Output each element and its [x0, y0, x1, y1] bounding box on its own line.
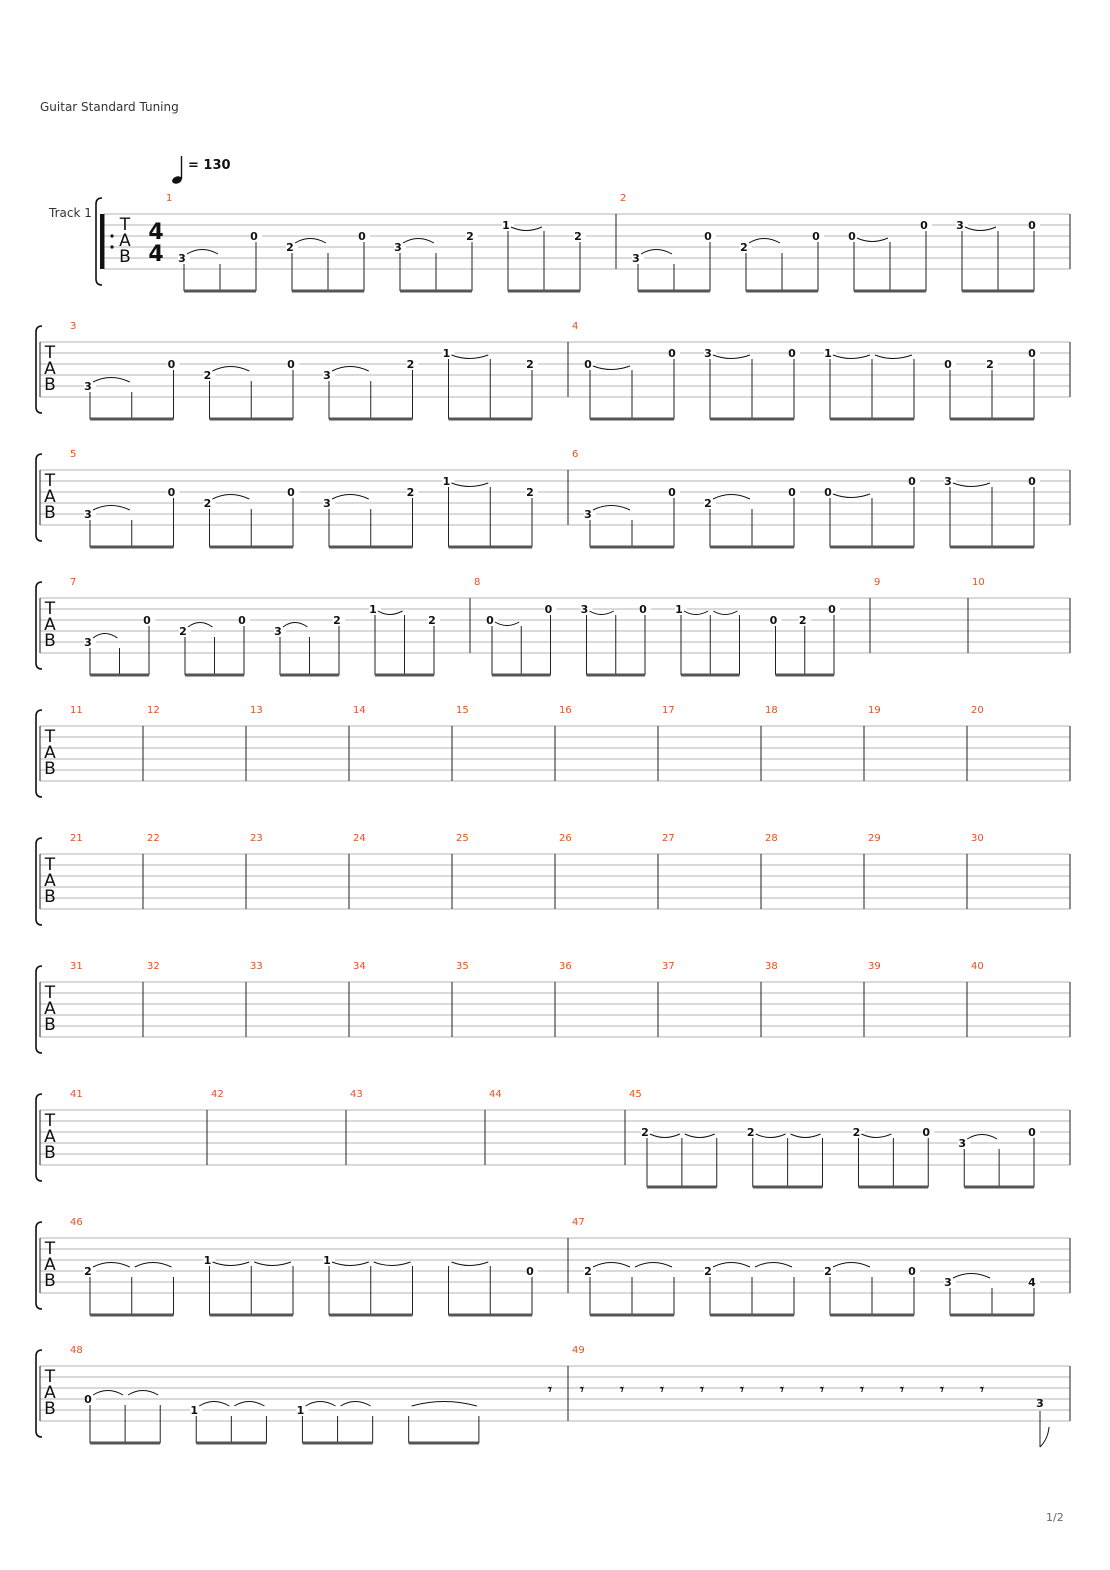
fret-number: 2 — [740, 241, 748, 254]
eighth-rest-icon: 𝄾 — [548, 1382, 552, 1398]
measure-number: 18 — [765, 705, 778, 716]
tie-arc — [452, 483, 489, 487]
fret-number: 2 — [641, 1126, 649, 1139]
tuning-label: Guitar Standard Tuning — [40, 100, 179, 114]
tempo-marking: = 130 — [188, 158, 231, 173]
measure-number: 32 — [147, 961, 160, 972]
fret-number: 2 — [286, 241, 294, 254]
measure-number: 49 — [572, 1345, 585, 1356]
measure-number: 17 — [662, 705, 675, 716]
fret-number: 0 — [486, 614, 494, 627]
measure-number: 40 — [971, 961, 984, 972]
tie-arc — [412, 1402, 477, 1407]
fret-number: 3 — [1036, 1397, 1044, 1410]
system-bracket — [36, 454, 42, 541]
measure-number: 41 — [70, 1089, 83, 1100]
fret-number: 0 — [287, 358, 295, 371]
tab-clef-letter: A — [44, 359, 56, 379]
fret-number: 0 — [584, 358, 592, 371]
tie-arc — [650, 1134, 680, 1138]
tie-arc — [188, 623, 213, 628]
fret-number: 0 — [668, 486, 676, 499]
measure-number: 10 — [972, 577, 985, 588]
fret-number: 0 — [704, 230, 712, 243]
fret-number: 0 — [788, 347, 796, 360]
eighth-rest-icon: 𝄾 — [820, 1382, 824, 1398]
tie-arc — [93, 1391, 123, 1396]
fret-number: 1 — [323, 1254, 331, 1267]
fret-number: 0 — [1028, 1126, 1036, 1139]
fret-number: 2 — [824, 1265, 832, 1278]
tie-arc — [749, 239, 780, 244]
track-name: Track 1 — [49, 206, 92, 220]
measure-number: 1 — [166, 193, 173, 204]
tie-arc — [833, 494, 870, 498]
eighth-rest-icon: 𝄾 — [620, 1382, 624, 1398]
fret-number: 0 — [788, 486, 796, 499]
tie-arc — [93, 634, 118, 639]
tie-arc — [635, 1263, 672, 1268]
fret-number: 3 — [632, 252, 640, 265]
fret-number: 3 — [944, 475, 952, 488]
repeat-dot — [110, 234, 113, 237]
tie-arc — [641, 250, 672, 255]
measure-number: 8 — [474, 577, 481, 588]
tie-arc — [332, 367, 369, 372]
fret-number: 1 — [442, 475, 451, 488]
measure-number: 46 — [70, 1217, 83, 1228]
tab-clef-letter: A — [44, 743, 56, 763]
fret-number: 0 — [812, 230, 820, 243]
fret-number: 2 — [203, 497, 212, 510]
tie-arc — [593, 1263, 630, 1268]
measure-number: 4 — [572, 321, 579, 332]
measure-number: 30 — [971, 833, 984, 844]
tie-arc — [684, 611, 708, 615]
tab-clef-letter: A — [44, 615, 56, 635]
fret-number: 0 — [639, 603, 647, 616]
fret-number: 2 — [428, 614, 436, 627]
fret-number: 3 — [584, 508, 592, 521]
measure-number: 37 — [662, 961, 675, 972]
fret-number: 1 — [824, 347, 832, 360]
tab-clef-letter: T — [44, 1111, 56, 1131]
fret-number: 3 — [323, 369, 331, 382]
tab-clef-letter: B — [44, 1015, 56, 1035]
measure-number: 9 — [874, 577, 881, 588]
fret-number: 2 — [704, 497, 712, 510]
measure-number: 42 — [211, 1089, 224, 1100]
tie-arc — [833, 355, 870, 359]
fret-number: 1 — [675, 603, 683, 616]
tab-clef-letter: T — [44, 471, 56, 491]
tie-arc — [305, 1402, 335, 1407]
fret-number: 0 — [828, 603, 836, 616]
fret-number: 0 — [920, 219, 928, 232]
tie-arc — [590, 611, 614, 615]
fret-number: 2 — [406, 486, 415, 499]
tab-clef-letter: A — [44, 1383, 56, 1403]
fret-number: 0 — [848, 230, 856, 243]
measure-number: 12 — [147, 705, 160, 716]
tie-arc — [128, 1391, 158, 1396]
system-bracket — [36, 838, 42, 925]
measure-number: 11 — [70, 705, 83, 716]
fret-number: 2 — [584, 1265, 592, 1278]
tie-arc — [213, 367, 250, 372]
measure-number: 2 — [620, 193, 627, 204]
measure-number: 34 — [353, 961, 366, 972]
tie-arc — [341, 1402, 371, 1407]
system-bracket — [36, 582, 42, 669]
measure-number: 6 — [572, 449, 579, 460]
tie-arc — [93, 1263, 130, 1268]
fret-number: 2 — [704, 1265, 712, 1278]
system-bracket — [36, 326, 42, 413]
fret-number: 1 — [442, 347, 451, 360]
measure-number: 21 — [70, 833, 83, 844]
fret-number: 0 — [769, 614, 778, 627]
fret-number: 0 — [544, 603, 553, 616]
tab-clef-letter: A — [44, 1127, 56, 1147]
tab-clef-letter: B — [44, 375, 56, 395]
fret-number: 3 — [958, 1137, 967, 1150]
tie-arc — [234, 1402, 264, 1407]
fret-number: 1 — [369, 603, 377, 616]
measure-number: 38 — [765, 961, 778, 972]
tab-clef-letter: B — [44, 503, 56, 523]
measure-number: 13 — [250, 705, 263, 716]
system-bracket — [36, 1094, 42, 1181]
measure-number: 23 — [250, 833, 263, 844]
fret-number: 2 — [466, 230, 474, 243]
fret-number: 2 — [852, 1126, 861, 1139]
tab-clef-letter: A — [44, 1255, 56, 1275]
fret-number: 3 — [178, 252, 186, 265]
eighth-rest-icon: 𝄾 — [780, 1382, 784, 1398]
tab-clef-letter: B — [44, 631, 56, 651]
tie-arc — [254, 1262, 291, 1266]
fret-number: 3 — [323, 497, 331, 510]
tab-clef-letter: B — [44, 1271, 56, 1291]
tab-clef-letter: T — [44, 983, 56, 1003]
measure-number: 29 — [868, 833, 881, 844]
tab-clef-letter: T — [44, 599, 56, 619]
fret-number: 0 — [238, 614, 246, 627]
fret-number: 0 — [287, 486, 295, 499]
tie-arc — [875, 355, 912, 359]
time-signature-top: 4 — [148, 220, 164, 245]
measure-number: 47 — [572, 1217, 585, 1228]
note-flag — [1040, 1427, 1049, 1447]
tab-clef-letter: B — [44, 1399, 56, 1419]
tab-clef-letter: A — [44, 871, 56, 891]
tab-clef-letter: T — [44, 727, 56, 747]
tie-arc — [857, 238, 888, 242]
tie-arc — [378, 611, 403, 615]
tie-arc — [135, 1263, 172, 1268]
measure-number: 39 — [868, 961, 881, 972]
measure-number: 14 — [353, 705, 366, 716]
fret-number: 0 — [358, 230, 366, 243]
tie-arc — [213, 1262, 250, 1266]
tie-arc — [452, 1262, 489, 1266]
fret-number: 2 — [526, 358, 534, 371]
tie-arc — [756, 1134, 786, 1138]
tie-arc — [452, 355, 489, 359]
fret-number: 0 — [1028, 347, 1036, 360]
tie-arc — [685, 1134, 715, 1138]
tab-clef-letter: B — [44, 887, 56, 907]
system-bracket — [36, 710, 42, 797]
measure-number: 25 — [456, 833, 469, 844]
system-bracket — [36, 1350, 42, 1437]
fret-number: 3 — [274, 625, 282, 638]
fret-number: 0 — [84, 1393, 92, 1406]
tab-clef-letter: T — [44, 855, 56, 875]
tab-clef-letter: A — [44, 487, 56, 507]
fret-number: 0 — [1028, 219, 1036, 232]
measure-number: 22 — [147, 833, 160, 844]
tie-arc — [862, 1134, 892, 1138]
fret-number: 3 — [394, 241, 402, 254]
fret-number: 2 — [526, 486, 534, 499]
fret-number: 3 — [84, 636, 92, 649]
fret-number: 2 — [574, 230, 582, 243]
measure-number: 15 — [456, 705, 469, 716]
fret-number: 0 — [167, 358, 176, 371]
tie-arc — [295, 239, 326, 244]
measure-number: 5 — [70, 449, 77, 460]
fret-number: 0 — [944, 358, 952, 371]
tie-arc — [283, 623, 308, 628]
tie-arc — [213, 495, 250, 500]
tie-arc — [93, 378, 130, 383]
fret-number: 0 — [1028, 475, 1036, 488]
fret-number: 0 — [908, 475, 916, 488]
tie-arc — [967, 1135, 997, 1140]
measure-number: 33 — [250, 961, 263, 972]
measure-number: 19 — [868, 705, 881, 716]
tie-arc — [495, 622, 519, 626]
measure-number: 24 — [353, 833, 366, 844]
fret-number: 3 — [704, 347, 712, 360]
eighth-rest-icon: 𝄾 — [580, 1382, 584, 1398]
fret-number: 2 — [179, 625, 187, 638]
fret-number: 0 — [922, 1126, 931, 1139]
eighth-rest-icon: 𝄾 — [900, 1382, 904, 1398]
tie-arc — [965, 227, 996, 231]
tie-arc — [199, 1402, 229, 1407]
fret-number: 2 — [798, 614, 807, 627]
measure-number: 28 — [765, 833, 778, 844]
tab-clef-letter: A — [119, 231, 131, 251]
fret-number: 2 — [84, 1265, 92, 1278]
measure-number: 44 — [489, 1089, 502, 1100]
tie-arc — [713, 355, 750, 359]
tie-arc — [713, 495, 750, 500]
tie-arc — [833, 1263, 870, 1268]
fret-number: 0 — [526, 1265, 534, 1278]
fret-number: 0 — [250, 230, 258, 243]
fret-number: 1 — [190, 1404, 199, 1417]
tie-arc — [403, 239, 434, 244]
tie-arc — [713, 611, 737, 615]
time-signature-bottom: 4 — [148, 242, 164, 267]
measure-number: 35 — [456, 961, 469, 972]
fret-number: 2 — [203, 369, 212, 382]
fret-number: 1 — [203, 1254, 212, 1267]
tie-arc — [755, 1263, 792, 1268]
tie-arc — [332, 1262, 369, 1266]
fret-number: 3 — [84, 380, 92, 393]
fret-number: 0 — [908, 1265, 916, 1278]
measure-number: 45 — [629, 1089, 642, 1100]
tie-arc — [953, 1274, 990, 1279]
fret-number: 3 — [84, 508, 92, 521]
fret-number: 0 — [668, 347, 676, 360]
tab-clef-letter: B — [44, 759, 56, 779]
fret-number: 3 — [580, 603, 589, 616]
fret-number: 2 — [333, 614, 341, 627]
tie-arc — [593, 506, 630, 511]
measure-number: 16 — [559, 705, 572, 716]
measure-number: 27 — [662, 833, 675, 844]
fret-number: 1 — [296, 1404, 305, 1417]
fret-number: 0 — [143, 614, 151, 627]
eighth-rest-icon: 𝄾 — [940, 1382, 944, 1398]
eighth-rest-icon: 𝄾 — [660, 1382, 664, 1398]
tie-arc — [93, 506, 130, 511]
tie-arc — [791, 1134, 821, 1138]
tie-arc — [953, 483, 990, 487]
fret-number: 0 — [824, 486, 832, 499]
system-bracket — [36, 1222, 42, 1309]
fret-number: 1 — [502, 219, 510, 232]
tie-arc — [713, 1263, 750, 1268]
eighth-rest-icon: 𝄾 — [860, 1382, 864, 1398]
page-number: 1/2 — [1046, 1511, 1064, 1524]
tab-clef-letter: T — [119, 215, 131, 235]
fret-number: 2 — [406, 358, 415, 371]
fret-number: 0 — [167, 486, 176, 499]
tie-arc — [593, 366, 630, 370]
tie-arc — [332, 495, 369, 500]
fret-number: 3 — [944, 1276, 952, 1289]
system-bracket — [36, 966, 42, 1053]
repeat-thick-bar — [100, 214, 104, 269]
tab-clef-letter: T — [44, 1239, 56, 1259]
eighth-rest-icon: 𝄾 — [980, 1382, 984, 1398]
measure-number: 20 — [971, 705, 984, 716]
measure-number: 43 — [350, 1089, 363, 1100]
eighth-rest-icon: 𝄾 — [700, 1382, 704, 1398]
fret-number: 2 — [986, 358, 994, 371]
tab-clef-letter: B — [119, 247, 131, 267]
tie-arc — [511, 227, 542, 231]
tab-clef-letter: T — [44, 1367, 56, 1387]
measure-number: 26 — [559, 833, 572, 844]
tie-arc — [374, 1262, 411, 1266]
eighth-rest-icon: 𝄾 — [740, 1382, 744, 1398]
tab-clef-letter: T — [44, 343, 56, 363]
tie-arc — [187, 250, 218, 255]
measure-number: 48 — [70, 1345, 83, 1356]
fret-number: 2 — [746, 1126, 755, 1139]
measure-number: 3 — [70, 321, 77, 332]
fret-number: 3 — [956, 219, 964, 232]
tab-clef-letter: A — [44, 999, 56, 1019]
measure-number: 36 — [559, 961, 572, 972]
fret-number: 4 — [1028, 1276, 1036, 1289]
measure-number: 7 — [70, 577, 77, 588]
measure-number: 31 — [70, 961, 83, 972]
tab-clef-letter: B — [44, 1143, 56, 1163]
repeat-dot — [110, 245, 113, 248]
